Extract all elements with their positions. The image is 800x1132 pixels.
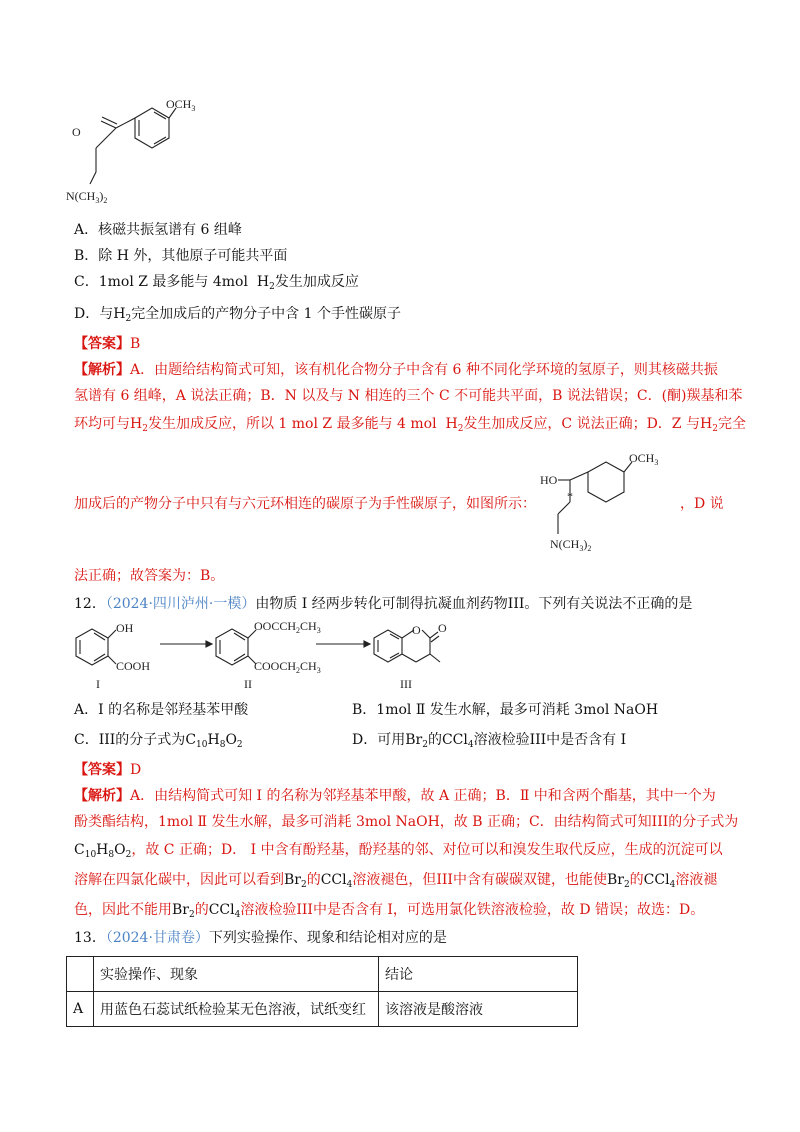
chiral-star: *: [567, 489, 573, 503]
q12-stem: 12．（2024·四川泸州·一模）由物质 I 经两步转化可制得抗凝血剂药物III。下列有关说法不正确的是: [74, 596, 693, 612]
q12-answer: 【答案】D: [74, 762, 142, 778]
table-header-cell: 实验操作、现象: [94, 957, 379, 992]
table-cell: A: [67, 992, 94, 1027]
hydroxyl-label: HO: [540, 473, 558, 487]
compound-ii-top: $OOCCH_2CH_3$: [254, 619, 321, 635]
dimethylamino-label: $N(CH_3)_2$: [66, 189, 108, 205]
q12-option-a: A．I 的名称是邻羟基苯甲酸: [74, 702, 249, 718]
compound-iii-carbonyl-o: O: [438, 621, 447, 635]
q12-analysis-line-3: $C_{10}H_8O_2$，故 C 正确；D． I 中含有酚羟基，酚羟基的邻、对位可以和溴发生取代反应，生成的沉淀可以: [74, 842, 723, 860]
q11-analysis-line-4: 加成后的产物分子中只有与六元环相连的碳原子为手性碳原子，如图所示：: [74, 496, 536, 512]
q13-table: [66, 956, 578, 1027]
table-header-row: [67, 957, 578, 992]
q12-analysis-line-2: 酚类酯结构，1mol Ⅱ 发生水解，最多可消耗 3mol NaOH，故 B 正确；C．由结构简式可知III的分子式为: [74, 814, 739, 830]
q11-option-c: C．1mol Z 最多能与 4mol $H_2$发生加成反应: [74, 274, 359, 292]
carbonyl-oxygen-label: O: [72, 125, 81, 139]
table-header-cell: [67, 957, 94, 992]
q11-option-b: B．除 H 外，其他原子可能共平面: [74, 248, 288, 264]
table-cell: 用蓝色石蕊试纸检验某无色溶液，试纸变红: [94, 992, 379, 1027]
compound-i-cooh: COOH: [116, 659, 151, 673]
compound-iii-ring-o: O: [412, 623, 421, 637]
compound-ii-label: II: [244, 677, 252, 690]
top-molecule-structure: [66, 88, 236, 216]
compound-iii-label: III: [400, 677, 412, 690]
q11-answer: 【答案】B: [74, 336, 141, 352]
q11-option-a: A．核磁共振氢谱有 6 组峰: [74, 222, 242, 238]
compound-i-oh: OH: [116, 621, 134, 635]
reaction-scheme: [66, 614, 476, 690]
methoxy-label-2: $OCH_3$: [629, 451, 659, 467]
q12-option-d: D．可用$Br_2$的CCl$_4$溶液检验III中是否含有 I: [352, 732, 627, 750]
q11-analysis-line-1: 【解析】A．由题给结构简式可知，该有机化合物分子中含有 6 种不同化学环境的氢原子，则其核磁共振: [74, 362, 718, 378]
q11-option-d: D．与$H_2$完全加成后的产物分子中含 1 个手性碳原子: [74, 306, 401, 324]
q11-analysis-line-3: 环均可与$H_2$发生加成反应，所以 1 mol Z 最多能与 4 mol $H_2$发生加成反应，C 说法正确；D．Z 与$H_2$完全: [74, 416, 746, 434]
q12-option-c: C．III的分子式为$C_{10}H_8O_2$: [74, 732, 243, 750]
q12-analysis-line-5: 色，因此不能用$Br_2$的CCl$_4$溶液检验III中是否含有 I，可选用氯化铁溶液检验，故 D 错误；故选：D。: [74, 902, 705, 920]
dimethylamino-label-2: $N(CH_3)_2$: [550, 537, 592, 553]
q11-analysis-line-2: 氢谱有 6 组峰，A 说法正确；B．N 以及与 N 相连的三个 C 不可能共平面，B 说法错误；C．(酮)羰基和苯: [74, 388, 743, 404]
compound-ii-bottom: $COOCH_2CH_3$: [254, 659, 321, 675]
table-row: [67, 992, 578, 1027]
q11-analysis-line-4-end: ，D 说: [680, 496, 724, 512]
compound-i-label: I: [96, 677, 100, 690]
table-header-cell: 结论: [379, 957, 578, 992]
table-cell: 该溶液是酸溶液: [379, 992, 578, 1027]
q11-analysis-line-5: 法正确；故答案为：B。: [74, 568, 225, 584]
q12-option-b: B．1mol Ⅱ 发生水解，最多可消耗 3mol NaOH: [352, 702, 659, 718]
q12-analysis-line-4: 溶解在四氯化碳中，因此可以看到$Br_2$的CCl$_4$溶液褪色，但III中含有碳碳双键，也能使$Br_2$的CCl$_4$溶液褪: [74, 872, 718, 890]
methoxy-label: $OCH_3$: [166, 97, 196, 113]
q13-stem: 13．（2024·甘肃卷）下列实验操作、现象和结论相对应的是: [74, 930, 447, 946]
q12-analysis-line-1: 【解析】A．由结构简式可知 I 的名称为邻羟基苯甲酸，故 A 正确；B．Ⅱ 中和含两个酯基，其中一个为: [74, 788, 716, 804]
